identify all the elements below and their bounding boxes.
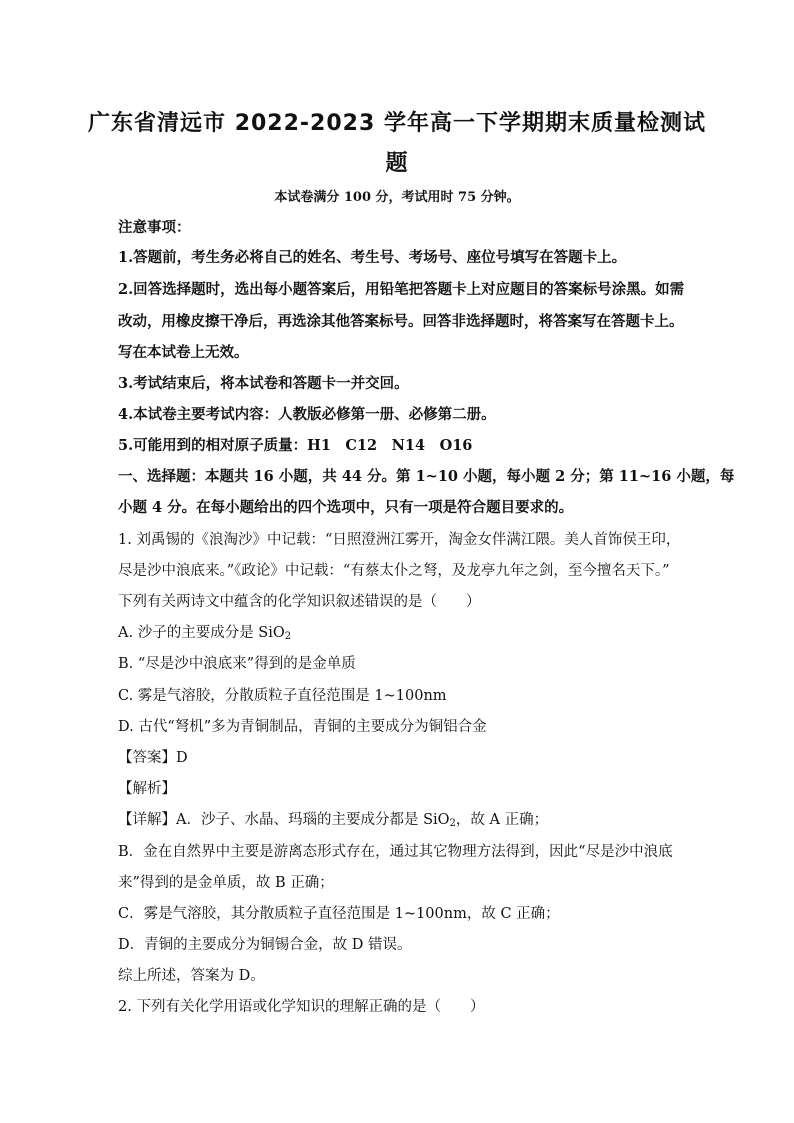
q1-stem-line3: 下列有关两诗文中蕴含的化学知识叙述错误的是（ ）	[118, 594, 481, 610]
exam-subtitle: 本试卷满分 100 分，考试用时 75 分钟。	[274, 190, 520, 205]
q1-detail-line2: B．金在自然界中主要是游离态形式存在，通过其它物理方法得到，因此“尽是沙中浪底	[118, 844, 673, 860]
q1-analysis-label: 【解析】	[118, 781, 176, 797]
q1-detail-line4: C．雾是气溶胶，其分散质粒子直径范围是 1~100nm，故 C 正确；	[118, 906, 560, 922]
note-2b: 改动，用橡皮擦干净后，再选涂其他答案标号。回答非选择题时，将答案写在答题卡上。	[118, 313, 684, 330]
q1-option-b: B. “尽是沙中浪底来”得到的是金单质	[118, 656, 356, 672]
q1-detail-line5: D．青铜的主要成分为铜锡合金，故 D 错误。	[118, 937, 412, 953]
q1-stem-line2: 尽是沙中浪底来。”《政论》中记载：“有蔡太仆之弩，及龙亭九年之剑，至今擅名天下。”	[118, 563, 670, 579]
note-1: 1.答题前，考生务必将自己的姓名、考生号、考场号、座位号填写在答题卡上。	[118, 249, 627, 266]
q1-detail-tail: ，故 A 正确；	[455, 812, 549, 828]
note-3: 3.考试结束后，将本试卷和答题卡一并交回。	[118, 375, 409, 392]
q1-detail-text: 【详解】A．沙子、水晶、玛瑙的主要成分都是 SiO	[118, 812, 450, 828]
q1-option-a-subscript: 2	[284, 631, 292, 642]
q1-option-a	[118, 623, 678, 647]
note-4: 4.本试卷主要考试内容：人教版必修第一册、必修第二册。	[118, 406, 496, 423]
note-5: 5.可能用到的相对原子质量：H1 C12 N14 O16	[118, 437, 473, 454]
q1-option-c: C. 雾是气溶胶，分散质粒子直径范围是 1~100nm	[118, 688, 447, 704]
q1-answer: 【答案】D	[118, 750, 188, 766]
q1-option-a-text: A. 沙子的主要成分是 SiO	[118, 625, 285, 641]
section-heading-line2: 小题 4 分。在每小题给出的四个选项中，只有一项是符合题目要求的。	[118, 499, 574, 516]
q1-detail-line3: 来”得到的是金单质，故 B 正确；	[118, 875, 334, 891]
note-2a: 2.回答选择题时，选出每小题答案后，用铅笔把答题卡上对应题目的答案标号涂黑。如需	[118, 281, 685, 298]
q2-stem: 2. 下列有关化学用语或化学知识的理解正确的是（ ）	[118, 999, 485, 1015]
q1-stem-line1: 1. 刘禹锡的《浪淘沙》中记载：“日照澄洲江雾开，淘金女伴满江隈。美人首饰侯王印，	[118, 532, 681, 548]
q1-detail-subscript: 2	[449, 818, 456, 829]
note-2c: 写在本试卷上无效。	[118, 344, 249, 361]
q1-detail-line1	[118, 810, 678, 834]
q1-option-d: D. 古代“弩机”多为青铜制品，青铜的主要成分为铜铝合金	[118, 719, 487, 735]
section-heading-line1: 一、选择题：本题共 16 小题，共 44 分。第 1~10 小题，每小题 2 分；第 11~16 小题，每	[118, 468, 735, 485]
notes-heading: 注意事项：	[118, 219, 191, 236]
q1-summary: 综上所述，答案为 D。	[118, 968, 265, 984]
exam-title-line1: 广东省清远市 2022-2023 学年高一下学期期末质量检测试	[88, 111, 706, 136]
exam-title-line2: 题	[385, 151, 409, 176]
